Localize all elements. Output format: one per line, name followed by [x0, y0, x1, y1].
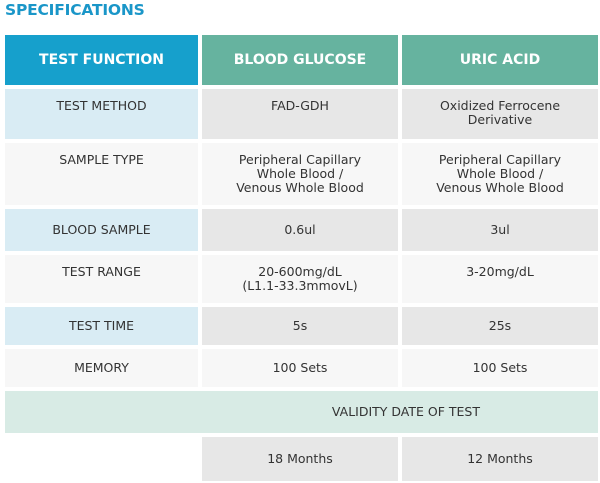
header-test-function: TEST FUNCTION [5, 35, 198, 85]
row-label-sample-type: SAMPLE TYPE [5, 143, 198, 205]
cell-glucose-memory: 100 Sets [202, 349, 398, 387]
cell-glucose-validity: 18 Months [202, 437, 398, 481]
header-uric-acid: URIC ACID [402, 35, 598, 85]
cell-uric-test-range: 3-20mg/dL [402, 255, 598, 303]
cell-text: 20-600mg/dL (L1.1-33.3mmovL) [242, 264, 358, 293]
row-label-test-range: TEST RANGE [5, 255, 198, 303]
cell-glucose-test-method [202, 89, 398, 139]
cell-uric-test-method [402, 89, 598, 139]
row-label-blood-sample: BLOOD SAMPLE [5, 209, 198, 251]
cell-uric-sample-type [402, 143, 598, 205]
cell-text: Peripheral Capillary Whole Blood / Venous Whole Blood [236, 152, 364, 195]
cell-glucose-sample-type [202, 143, 398, 205]
cell-text: FAD-GDH [271, 98, 329, 113]
cell-text: Peripheral Capillary Whole Blood / Venous Whole Blood [436, 152, 564, 195]
cell-uric-blood-sample: 3ul [402, 209, 598, 251]
page-title: SPECIFICATIONS [5, 1, 145, 19]
cell-uric-validity: 12 Months [402, 437, 598, 481]
cell-uric-test-time: 25s [402, 307, 598, 345]
cell-glucose-test-range [202, 255, 398, 303]
cell-text: Oxidized Ferrocene Derivative [439, 98, 561, 127]
validity-heading: VALIDITY DATE OF TEST [5, 391, 598, 433]
row-label-test-method: TEST METHOD [5, 89, 198, 139]
row-label-memory: MEMORY [5, 349, 198, 387]
header-blood-glucose: BLOOD GLUCOSE [202, 35, 398, 85]
cell-uric-memory: 100 Sets [402, 349, 598, 387]
cell-glucose-blood-sample: 0.6ul [202, 209, 398, 251]
cell-glucose-test-time: 5s [202, 307, 398, 345]
row-label-test-time: TEST TIME [5, 307, 198, 345]
